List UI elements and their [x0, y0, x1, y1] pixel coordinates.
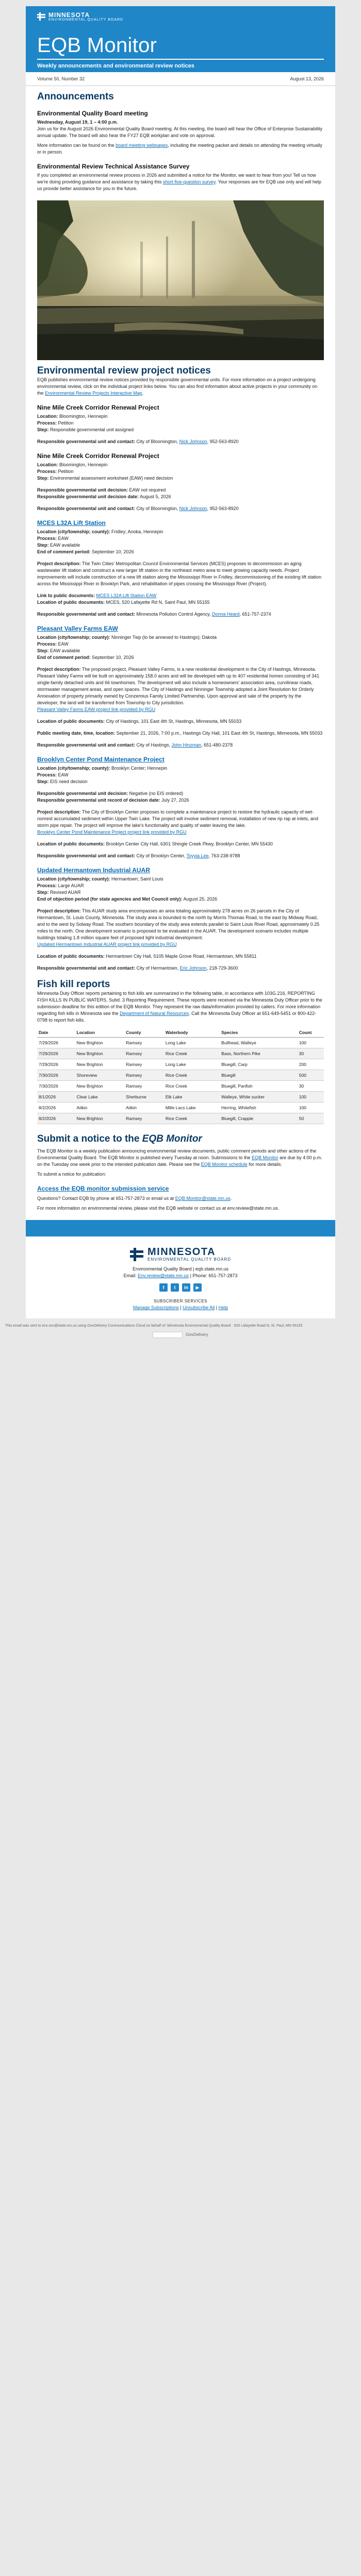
survey-body: If you completed an environmental review process in 2026 and submitted a notice for the Monitor, we want to hear from you! Tell us how we're doing providing guidance and assistance by taking this [37, 173, 316, 184]
mn-logo-icon [37, 12, 45, 21]
field-key: Process: [37, 469, 57, 474]
public-docs-link-row [37, 592, 324, 599]
submit-label: To submit a notice for publication: [37, 1172, 106, 1177]
field-value: The City of Brooklyn Center proposes to complete a maintenance project to restore the hydraulic capacity of wet-nonrest accumulated sediment within Upper Twin Lake. The project will involve sediment removal, installation of new rip rap at inlets, and storm pipe repair. The project will improve the lake's functionality and quality of water leaving the lake. [37, 809, 318, 828]
field-value: EIS need decision [50, 779, 88, 784]
project-field [37, 889, 324, 896]
field-value: City of Bloomington, [136, 506, 178, 511]
field-key: Location (city/township; county): [37, 766, 110, 771]
newsletter-title: EQB Monitor [37, 34, 157, 57]
field-key: Step: [37, 890, 49, 895]
table-cell: Herring, Whitefish [220, 1103, 298, 1113]
table-cell: New Brighton [75, 1081, 125, 1092]
field-key: Link to public documents: [37, 593, 95, 598]
field-value: EAW [58, 772, 69, 777]
table-cell: Bullhead, Walleye [220, 1038, 298, 1048]
contact-link[interactable]: John Hinzman [171, 742, 202, 748]
table-cell: Rice Creek [164, 1113, 220, 1124]
public-docs-location [37, 953, 324, 960]
field-key: Responsible governmental unit and contact: [37, 439, 136, 444]
rgu-contact [37, 438, 324, 445]
submit-body-mid: are due by 4:00 p.m. on the Tuesday one week prior to the intended publication date. Please see the [37, 1155, 322, 1167]
project-decision [37, 790, 324, 797]
field-key: Process: [37, 420, 57, 426]
table-cell: Long Lake [164, 1038, 220, 1048]
field-key: Responsible governmental unit decision date: [37, 494, 139, 499]
project-notice [37, 756, 324, 859]
project-link[interactable]: Brooklyn Center Pond Maintenance Project project link provided by RGU [37, 829, 187, 835]
projects-map-link[interactable]: Environmental Review Projects Interactive Map [45, 391, 142, 396]
field-value: Large AUAR [58, 883, 84, 888]
table-cell: 30 [298, 1081, 324, 1092]
contact-phone: , 952-563-8920 [207, 439, 239, 444]
field-key: Location of public documents: [37, 841, 105, 846]
table-cell: 7/30/2026 [37, 1070, 75, 1081]
linkedin-icon[interactable]: in [182, 1283, 190, 1292]
footer-logo [26, 1236, 335, 1262]
table-cell: New Brighton [75, 1038, 125, 1048]
field-key: Responsible governmental unit and contact: [37, 506, 136, 511]
project-notice [37, 867, 324, 972]
table-cell: Sherburne [124, 1092, 164, 1103]
field-value: Negative (no EIS ordered) [129, 791, 184, 796]
project-description [37, 809, 324, 829]
field-value: Bloomington, Hennepin [59, 414, 108, 419]
table-cell: Ramsey [124, 1070, 164, 1081]
footer-phone: | Phone: 651-757-2873 [190, 1273, 238, 1279]
public-docs-location [37, 599, 324, 606]
rgu-contact [37, 965, 324, 972]
project-field [37, 475, 324, 482]
announcements-heading: Announcements [37, 91, 114, 102]
project-list [37, 404, 324, 972]
submit-body-tail: for more details. [249, 1162, 282, 1167]
field-value: EAW not required [129, 487, 166, 493]
project-link[interactable]: Pleasant Valley Farms EAW project link provided by RGU [37, 707, 156, 712]
field-key: Project description: [37, 667, 81, 672]
questions-tail: . [230, 1196, 232, 1201]
project-field [37, 883, 324, 889]
issue-bar [26, 72, 335, 86]
field-value: EAW available [50, 543, 80, 548]
field-value: September 10, 2026 [92, 655, 134, 660]
rgu-contact [37, 742, 324, 749]
eqb-monitor-link[interactable]: EQB Monitor [252, 1155, 278, 1160]
table-row [37, 1038, 324, 1048]
project-decision [37, 494, 324, 500]
contact-link[interactable]: Nick Johnson [179, 506, 207, 511]
footer-email-label: Email: [123, 1273, 137, 1279]
project-field [37, 462, 324, 468]
table-row [37, 1092, 324, 1103]
field-value: Revised AUAR [50, 890, 81, 895]
table-cell: Bluegill, Carp [220, 1059, 298, 1070]
table-cell: Ramsey [124, 1038, 164, 1048]
monitor-schedule-link[interactable]: EQB Monitor schedule [201, 1162, 248, 1167]
table-cell: Shoreview [75, 1070, 125, 1081]
field-key: Step: [37, 427, 49, 432]
fish-heading: Fish kill reports [37, 979, 110, 990]
project-field [37, 634, 324, 641]
table-cell: Clear Lake [75, 1092, 125, 1103]
public-docs-link[interactable]: MCES L32A Lift Station EAW [96, 593, 157, 598]
table-cell: Ramsey [124, 1048, 164, 1059]
project-field [37, 772, 324, 778]
table-cell: 8/2/2026 [37, 1103, 75, 1113]
table-cell: Aitkin [75, 1103, 125, 1113]
review-intro: EQB publishes environmental review notices provided by responsible governmental units. For more information on a project undergoing environmental review, click on the individual project links below. You can also find information about active projects in your community on the [37, 377, 318, 396]
project-field [37, 529, 324, 535]
manage-subscriptions-link[interactable]: Manage Subscriptions [133, 1305, 179, 1311]
field-key: Project description: [37, 908, 81, 913]
submission-service-link[interactable]: Access the EQB monitor submission service [37, 1185, 169, 1192]
project-field [37, 542, 324, 549]
table-cell: Elk Lake [164, 1092, 220, 1103]
field-key: Responsible governmental unit and contact: [37, 742, 136, 748]
project-field [37, 549, 324, 555]
column-header: County [124, 1028, 164, 1038]
eqb-logo [37, 10, 324, 23]
field-value: August 5, 2026 [140, 494, 171, 499]
field-key: Responsible governmental unit decision: [37, 791, 128, 796]
project-notice [37, 625, 324, 749]
field-value: Bloomington, Hennepin [59, 462, 108, 467]
field-value: Hermantown; Saint Louis [111, 876, 163, 882]
submit-heading [37, 1133, 324, 1145]
field-value: September 10, 2026 [92, 549, 134, 554]
table-cell: Mille Lacs Lake [164, 1103, 220, 1113]
submit-body: The EQB Monitor is a weekly publication announcing environmental review documents, public comment periods and other actions of the Environmental Quality Board. The EQB Monitor is published every Tuesday at noon. Submissions to the [37, 1148, 317, 1160]
table-cell: 100 [298, 1038, 324, 1048]
issue-volume: Volume 50, Number 32 [37, 76, 85, 81]
project-description [37, 908, 324, 941]
table-cell: Ramsey [124, 1113, 164, 1124]
field-value: Fridley; Anoka, Hennepin [111, 529, 163, 534]
table-row [37, 1070, 324, 1081]
field-value: Minnesota Pollution Control Agency, [136, 612, 211, 617]
contact-link[interactable]: Nick Johnson [179, 439, 207, 444]
meeting-more-text: More information can be found on the [37, 143, 114, 148]
youtube-icon[interactable]: ▶ [193, 1283, 202, 1292]
footer-email-link[interactable]: Env.review@state.mn.us [138, 1273, 189, 1279]
field-key: Project description: [37, 561, 81, 566]
project-title[interactable]: MCES L32A Lift Station [37, 519, 106, 527]
table-cell: Long Lake [164, 1059, 220, 1070]
meeting-when: Wednesday, August 19, 1 – 4:00 p.m. [37, 120, 118, 125]
project-decision [37, 797, 324, 804]
contact-phone: , 763-238-9788 [208, 853, 240, 858]
project-field [37, 420, 324, 427]
field-value: Petition [58, 469, 74, 474]
board-meeting-link[interactable]: board meeting webpages [116, 143, 168, 148]
review-intro-tail: . [142, 391, 144, 396]
table-cell: 200 [298, 1059, 324, 1070]
field-key: Step: [37, 476, 49, 481]
table-cell: 8/1/2026 [37, 1092, 75, 1103]
legal-footer: This email was sent to eco.ssn@state.mn.us using GovDelivery Communications Cloud on behalf of: Minnesota Environmental Quality Board · 520 Lafayette Road N, St. Paul, MN 55155 [5, 1324, 303, 1328]
table-cell: Bass, Northern Pike [220, 1048, 298, 1059]
footer-bar [26, 1220, 335, 1236]
issue-date: August 13, 2026 [290, 76, 324, 81]
contact-phone: , 952-563-8920 [207, 506, 239, 511]
field-value: The proposed project, Pleasant Valley Farms, is a new residential development in the City of Hastings, Minnesota. Pleasant Valley Farms will be built on approximately 158.0 acres and will be developed with up to 407 residential homes consisting of 341 single-family detached units and 66 townhomes. The development will also include a homeowners' association area, curvilinear roads, stormwater management areas, and open spaces. The City of Hastings and Ninninger Township adopted a Joint Resolution for Orderly Annexation of property primarily owned by Conzemius Family Limited Partnership. Upon approval and sale of the property by the developer, the land will be transferred from Township to City jurisdiction. [37, 667, 320, 705]
table-cell: 7/29/2026 [37, 1038, 75, 1048]
footer-line1: Environmental Quality Board | eqb.state.mn.us [133, 1266, 228, 1272]
project-field [37, 413, 324, 420]
social-links [26, 1283, 335, 1292]
field-value: City of Hastings, 101 East 4th St, Hastings, Minnesota, MN 55033 [106, 719, 242, 724]
field-key: Step: [37, 779, 49, 784]
field-key: Process: [37, 536, 57, 541]
table-row [37, 1113, 324, 1124]
project-field [37, 896, 324, 903]
footer-logo-b: ENVIRONMENTAL QUALITY BOARD [147, 1257, 231, 1262]
table-cell: 30 [298, 1048, 324, 1059]
project-field [37, 876, 324, 883]
project-notice [37, 404, 324, 445]
govdelivery-logo [153, 1332, 183, 1338]
logo-line2: ENVIRONMENTAL QUALITY BOARD [48, 18, 124, 22]
project-field [37, 427, 324, 433]
field-value: Brooklyn Center; Hennepin [111, 766, 168, 771]
project-field [37, 468, 324, 475]
contact-phone: , 651-480-2378 [201, 742, 233, 748]
field-value: City of Brooklyn Center, [136, 853, 186, 858]
field-value: July 27, 2026 [161, 798, 189, 803]
contact-phone: , 218-729-3600 [206, 965, 238, 971]
fish-kill-table [37, 1028, 324, 1124]
field-key: Responsible governmental unit and contact: [37, 965, 136, 971]
field-value: Environmental assessment worksheet (EAW) need decision [50, 476, 173, 481]
fish-intro-tail: . Call the Minnesota Duty Officer at 651-649-5451 or 800-422-0798 to report fish kills. [37, 1011, 317, 1023]
column-header: Species [220, 1028, 298, 1038]
footer-logo-a: MINNESOTA [147, 1246, 216, 1258]
project-title[interactable]: Brooklyn Center Pond Maintenance Project [37, 756, 165, 763]
field-key: Location of public documents: [37, 719, 105, 724]
table-cell: 100 [298, 1092, 324, 1103]
table-cell: Rice Creek [164, 1070, 220, 1081]
project-title: Nine Mile Creek Corridor Renewal Project [37, 404, 159, 411]
table-cell: 7/30/2026 [37, 1081, 75, 1092]
newsletter: MINNESOTA ENVIRONMENTAL QUALITY BOARD EQB Monitor Weekly announcements and environmental review notices Volume 50, Number 32 August 13, 2026 Announcements Environmental Quality Board meeting Wednesday, August 19, 1 – 4:00 p.m. Join us for the August 2026 Environmental Quality Board meeting. At this meeting, the board will hear the Office of Enterprise Sustainability annual update. The board will also hear the FY27 EQB workplan and vote on approval. More information can be found on the board meeting webpages, including the meeting packet and details on attending the meeting virtually or in person. Environmental Review Technical Assistance Survey If you completed an environmental review process in 2026 and submitted a notice for the Monitor, we want to hear from you! Tell us how we're doing providing guidance and assistance by taking this short five-question survey. Your responses are for EQB use only and will help us provide better assistance for you in the future. Environmental review project notices EQB publishes environmental review notices provided by responsible governmental units. For more information on a project undergoing environmental review, click on the individual project links below. You can also find information about active projects in your community on the Environmental Review Projects Interactive Map. Nine Mile Creek Corridor Renewal Project Location: Bloomington, Hennepin Process: Petition Step: Responsible governmental unit assigned Responsible governmental unit and contact: City of Bloomington, Nick Johnson, 952-563-8920 Nine Mile Creek Corridor Renewal Project Location: Bloomington, Hennepin Process: Petition Step: Environmental assessment worksheet (EAW) need decision Responsible governmental unit decision: EAW not required Responsible governmental unit decision date: August 5, 2026 Responsible governmental unit and contact: City of Bloomington, Nick Johnson, 952-563-8920 MCES L32A Lift Station Location (city/township; county): Fridley; Anoka, Hennepin Process: EAW Step: EAW available End of comment period: September 10, 2026 Project description: The Twin Cities' Metropolitan Council Environmental Services (MCES) proposes to decommission an aging wastewater lift station and construct a new larger lift station in the northeast metro area to meet growing capacity needs. Project improvements will include construction of a new lift station along the Mississippi River in Fridley, decommissioning of the existing lift station across the Mississippi River in Brooklyn Park, and rehabilitation of pipes crossing the Mississippi River (Project). Link to public documents: MCES L32A Lift Station EAW Location of public documents: MCES, 520 Lafayette Rd N, Saint Paul, MN 55155 Responsible governmental unit and contact: Minnesota Pollution Control Agency, Donna Heard, 651-757-2374 Pleasant Valley Farms EAW Location (city/township; county): Ninninger Twp (to be annexed to Hastings); Dakota Process: EAW Step: EAW available End of comment period: September 10, 2026 Project description: The proposed project, Pleasant Valley Farms, is a new residential development in the City of Hastings, Minnesota. Pleasant Valley Farms will be built on approximately 158.0 acres and will be developed with up to 407 residential homes consisting of 341 single-family detached units and 66 townhomes. The development will also include a homeowners' association area, curvilinear roads, stormwater management areas, and open spaces. The City of Hastings and Ninninger Township adopted a Joint Resolution for Orderly Annexation of property primarily owned by Conzemius Family Limited Partnership. Upon approval and sale of the property by the developer, the land will be transferred from Township to City jurisdiction. Pleasant Valley Farms EAW project link provided by RGU Location of public documents: City of Hastings, 101 East 4th St, Hastings, Minnesota, MN 55033 Public meeting date, time, location: September 21, 2026, 7:00 p.m., Hastings City Hall, 101 East 4th St, Hastings, Minnesota, MN 55033 Responsible governmental unit and contact: City of Hastings, John Hinzman, 651-480-2378 Brooklyn Center Pond Maintenance Project Location (city/township; county): Brooklyn Center; Hennepin Process: EAW Step: EIS need decision Responsible governmental unit decision: Negative (no EIS ordered) Responsible governmental unit record of decision date: July 27, 2026 Project description: The City of Brooklyn Center proposes to complete a maintenance project to restore the hydraulic capacity of wet-nonrest accumulated sediment within Upper Twin Lake. The project will involve sediment removal, installation of new rip rap at inlets, and storm pipe repair. The project will improve the lake's functionality and quality of water leaving the lake. Brooklyn Center Pond Maintenance Project project link provided by RGU Location of public documents: Brooklyn Center City Hall, 6301 Shingle Creek Pkwy, Brooklyn Center, MN 55430 Responsible governmental unit and contact: City of Brooklyn Center, Toyyia Lee, 763-238-9788 Updated Hermantown Industrial AUAR Location (city/township; county): Hermantown; Saint Louis Process: Large AUAR Step: Revised AUAR End of objection period (for state agencies and Met Council only): August 25, 2026 Project description: This AUAR study area encompasses an area totaling approximately 278 acres on 26 parcels in the City of Hermantown, St. Louis County, Minnesota. The study area is bounded to the north by Morris Thomas Road, to the east by Midway Road, and to the west by Solway Road. The southern boundary of the study area extends parallel to Saint Louis River Road, approximately 0.25 miles to the north. One development scenario is proposed to be evaluated in the AUAR. The development scenario includes multiple buildings totaling 1.8 million square feet of proposed light industrial development. Updated Hermantown Industrial AUAR project link provided by RGU Location of public documents: Hermantown City Hall, 5105 Maple Grove Road, Hermantown, MN 55811 Responsible governmental unit and contact: City of Hermantown, Eric Johnson, 218-729-3600 Fish kill reports Minnesota Duty Officer reports pertaining to fish kills are summarized in the following table, in accordance with 103G.216, REPORTING FISH KILLS IN PUBLIC WATERS, Subd. 3 Reporting Requirement. These reports were received via the Minnesota Duty Officer prior to the submission deadline for this edition of the EQB Monitor. They represent the raw data/information provided by callers. For more information regarding fish kills in Minnesota see the Department of Natural Resources. Call the Minnesota Duty Officer at 651-649-5451 or 800-422-0798 to report fish kills. Date Location County Waterbody Species Count 7/29/2026 New Brighton Ramsey Long Lake Bullhead, Walleye 100 7/29/2026 New Brighton Ramsey Rice Creek Bass, Northern Pike 30 7/29/2026 New Brighton Ramsey Long Lake Bluegill, Carp 200 7/30/2026 Shoreview Ramsey Rice Creek Bluegill 500 7/30/2026 New Brighton Ramsey Rice Creek Bluegill, Panfish 30 8/1/2026 Clear Lake Sherburne Elk Lake Walleye, White sucker 100 8/2/2026 Aitkin Aitkin Mille Lacs Lake Herring, Whitefish 100 8/2/2026 New Brighton Ramsey Rice Creek Bluegill, Crappie 50 Submit a notice to the EQB Monitor The EQB Monitor is a weekly publication announcing environmental review documents, public comment periods and other actions of the Environmental Quality Board. The EQB Monitor is published every Tuesday at noon. Submissions to the EQB Monitor are due by 4:00 p.m. on the Tuesday one week prior to the intended publication date. Please see the EQB Monitor schedule for more details. To submit a notice for publication: Access the EQB monitor submission service Questions? Contact EQB by phone at 651-757-2873 or email us at EQB.Monitor@state.mn.us. For more information on environmental review, please visit the EQB website or contact us at env.review@state.mn.us. MINNESOTA ENVIRONMENTAL QUALITY BOARD Environmental Quality Board | eqb.state.mn.us Email: Env.review@state.mn.us | Phone: 651-757-2873 f t in ▶ SUBSCRIBER SERVICES Manage Subscriptions | Unsubscribe All | Help [26, 6, 335, 1318]
field-key: Location (city/township; county): [37, 635, 110, 640]
table-cell: 7/29/2026 [37, 1059, 75, 1070]
field-value: MCES, 520 Lafayette Rd N, Saint Paul, MN 55155 [106, 600, 210, 605]
lake-forest-photo [37, 200, 324, 360]
field-value: EAW [58, 641, 69, 647]
table-cell: 500 [298, 1070, 324, 1081]
facebook-icon[interactable]: f [159, 1283, 168, 1292]
table-cell: 100 [298, 1103, 324, 1113]
table-row [37, 1059, 324, 1070]
field-key: Location (city/township; county): [37, 529, 110, 534]
meeting-body: Join us for the August 2026 Environmental Quality Board meeting. At this meeting, the board will hear the Office of Enterprise Sustainability annual update. The board will also hear the FY27 EQB workplan and vote on approval. [37, 126, 323, 138]
submit-heading-em: EQB Monitor [142, 1133, 202, 1144]
table-cell: New Brighton [75, 1059, 125, 1070]
field-key: Process: [37, 641, 57, 647]
contact-phone: , 651-757-2374 [239, 612, 271, 617]
contact-link[interactable]: Donna Heard [211, 612, 240, 617]
field-value: Hermantown City Hall, 5105 Maple Grove Road, Hermantown, MN 55811 [106, 954, 257, 959]
field-key: Responsible governmental unit record of decision date: [37, 798, 160, 803]
column-header: Location [75, 1028, 125, 1038]
project-description [37, 666, 324, 706]
field-key: Public meeting date, time, location: [37, 731, 116, 736]
table-cell: Ramsey [124, 1081, 164, 1092]
project-field [37, 641, 324, 648]
submit-heading-text: Submit a notice to the [37, 1133, 140, 1144]
field-key: Location: [37, 462, 58, 467]
project-field [37, 654, 324, 661]
project-field [37, 535, 324, 542]
field-value: City of Hermantown, [136, 965, 179, 971]
field-key: Step: [37, 648, 49, 653]
field-key: Process: [37, 883, 57, 888]
field-value: Responsible governmental unit assigned [50, 427, 134, 432]
field-key: Responsible governmental unit decision: [37, 487, 128, 493]
project-link[interactable]: Updated Hermantown Industrial AUAR project link provided by RGU [37, 942, 177, 947]
table-cell: Bluegill [220, 1070, 298, 1081]
dnr-link[interactable]: Department of Natural Resources [120, 1011, 189, 1016]
field-key: Location (city/township; county): [37, 876, 110, 882]
table-cell: New Brighton [75, 1048, 125, 1059]
field-value: Petition [58, 420, 74, 426]
public-docs-location [37, 718, 324, 725]
field-key: End of objection period (for state agencies and Met Council only): [37, 896, 183, 902]
questions-text: Questions? Contact EQB by phone at 651-757-2873 or email us at [37, 1196, 174, 1201]
public-docs-location [37, 841, 324, 848]
logo-line1: MINNESOTA [48, 11, 90, 19]
field-key: Process: [37, 772, 57, 777]
review-heading: Environmental review project notices [37, 365, 211, 376]
table-row [37, 1081, 324, 1092]
tagline: Weekly announcements and environmental review notices [37, 63, 194, 69]
field-key: Location of public documents: [37, 954, 105, 959]
project-description [37, 561, 324, 587]
public-meeting [37, 730, 324, 737]
field-key: Responsible governmental unit and contact: [37, 853, 136, 858]
project-title: Nine Mile Creek Corridor Renewal Project [37, 452, 159, 460]
table-cell: 7/29/2026 [37, 1048, 75, 1059]
field-value: August 25, 2026 [183, 896, 218, 902]
survey-link[interactable]: short five-question survey [162, 179, 216, 184]
project-notice [37, 452, 324, 512]
table-cell: Rice Creek [164, 1048, 220, 1059]
field-value: EAW [58, 536, 69, 541]
twitter-icon[interactable]: t [171, 1283, 179, 1292]
table-cell: Rice Creek [164, 1081, 220, 1092]
rgu-contact [37, 611, 324, 618]
rgu-contact [37, 505, 324, 512]
field-value: EAW available [50, 648, 80, 653]
contact-link[interactable]: Eric Johnson [179, 965, 207, 971]
meeting-more-tail: , including the meeting packet and details on attending the meeting virtually or in person. [37, 143, 322, 155]
field-value: City of Hastings, [136, 742, 171, 748]
table-cell: Bluegill, Panfish [220, 1081, 298, 1092]
field-key: Location: [37, 414, 58, 419]
help-link[interactable]: Help [218, 1305, 228, 1311]
unsubscribe-link[interactable]: Unsubscribe All [183, 1305, 215, 1311]
table-cell: New Brighton [75, 1113, 125, 1124]
field-key: Responsible governmental unit and contact: [37, 612, 136, 617]
survey-body-tail: . Your responses are for EQB use only and will help us provide better assistance for you in the future. [37, 179, 321, 191]
table-cell: Walleye, White sucker [220, 1092, 298, 1103]
column-header: Date [37, 1028, 75, 1038]
table-cell: Aitkin [124, 1103, 164, 1113]
field-key: End of comment period: [37, 655, 91, 660]
project-decision [37, 487, 324, 494]
project-title[interactable]: Pleasant Valley Farms EAW [37, 625, 118, 632]
table-cell: 50 [298, 1113, 324, 1124]
project-field [37, 765, 324, 772]
project-field [37, 648, 324, 654]
meeting-title: Environmental Quality Board meeting [37, 110, 148, 117]
header-banner [26, 6, 335, 72]
project-notice [37, 519, 324, 618]
field-key: Location of public documents: [37, 600, 105, 605]
field-value: City of Bloomington, [136, 439, 178, 444]
field-key: Project description: [37, 809, 81, 815]
field-value: Brooklyn Center City Hall, 6301 Shingle Creek Pkwy, Brooklyn Center, MN 55430 [106, 841, 273, 846]
fish-intro: Minnesota Duty Officer reports pertaining to fish kills are summarized in the following table, in accordance with 103G.216, REPORTING FISH KILLS IN PUBLIC WATERS, Subd. 3 Reporting Requirement. These reports were received via the Minnesota Duty Officer prior to the submission deadline for this edition of the EQB Monitor. They represent the raw data/information provided by callers. For more information regarding fish kills in Minnesota see the [37, 991, 322, 1016]
field-key: End of comment period: [37, 549, 91, 554]
mn-footer-logo-icon [130, 1248, 143, 1261]
table-row [37, 1103, 324, 1113]
field-value: This AUAR study area encompasses an area totaling approximately 278 acres on 26 parcels in the City of Hermantown, St. Louis County, Minnesota. The study area is bounded to the north by Morris Thomas Road, to the east by Midway Road, and to the west by Solway Road. The southern boundary of the study area extends parallel to Saint Louis River Road, approximately 0.25 miles to the north. One development scenario is proposed to be evaluated in the AUAR. The development scenario includes multiple buildings totaling 1.8 million square feet of proposed light industrial development. [37, 908, 320, 940]
survey-title: Environmental Review Technical Assistance Survey [37, 163, 190, 170]
column-header: Waterbody [164, 1028, 220, 1038]
more-info-text: For more information on environmental review, please visit the EQB website or contact us at env.review@state.mn.us. [37, 1206, 280, 1211]
monitor-email-link[interactable]: EQB.Monitor@state.mn.us [175, 1196, 231, 1201]
govdelivery-label: GovDelivery [186, 1332, 208, 1337]
field-value: The Twin Cities' Metropolitan Council Environmental Services (MCES) proposes to decommission an aging wastewater lift station and construct a new larger lift station in the northeast metro area to meet growing capacity needs. Project improvements will include construction of a new lift station along the Mississippi River in Fridley, decommissioning of the existing lift station across the Mississippi River in Brooklyn Park, and rehabilitation of pipes crossing the Mississippi River (Project). [37, 561, 322, 586]
contact-link[interactable]: Toyyia Lee [186, 853, 209, 858]
table-cell: Ramsey [124, 1059, 164, 1070]
rgu-contact [37, 853, 324, 859]
field-value: September 21, 2026, 7:00 p.m., Hastings City Hall, 101 East 4th St, Hastings, Minnesota, MN 55033 [116, 731, 323, 736]
subscriber-services: SUBSCRIBER SERVICES [153, 1299, 208, 1304]
table-row [37, 1048, 324, 1059]
table-cell: 8/2/2026 [37, 1113, 75, 1124]
field-key: Step: [37, 543, 49, 548]
table-cell: Bluegill, Crappie [220, 1113, 298, 1124]
field-value: Ninninger Twp (to be annexed to Hastings); Dakota [111, 635, 217, 640]
project-field [37, 778, 324, 785]
column-header: Count [298, 1028, 324, 1038]
project-title[interactable]: Updated Hermantown Industrial AUAR [37, 867, 150, 874]
